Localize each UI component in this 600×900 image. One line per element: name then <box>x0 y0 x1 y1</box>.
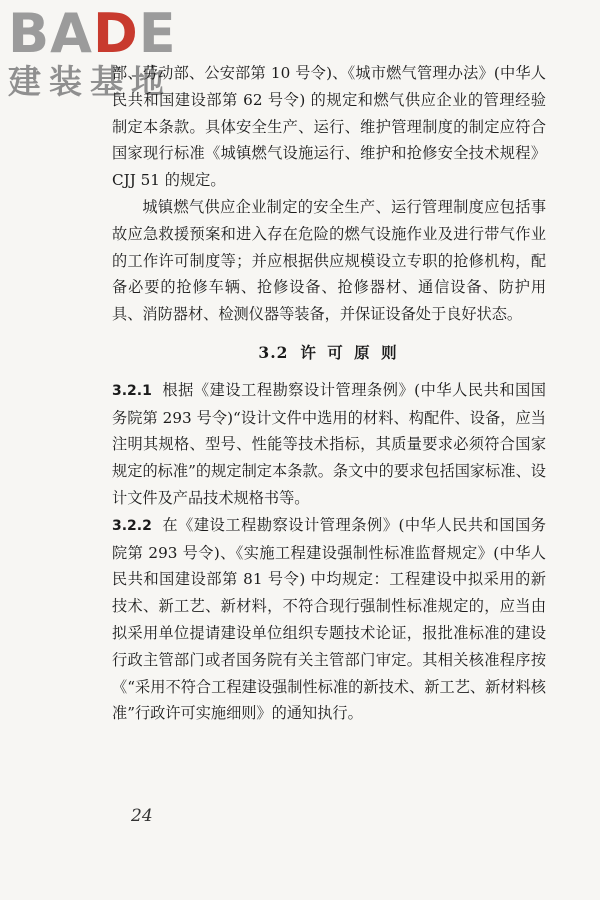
page-number: 24 <box>131 806 153 826</box>
clause-number: 3.2.1 <box>112 382 152 399</box>
document-body <box>112 60 546 727</box>
section-title: 许 可 原 则 <box>300 342 400 362</box>
continued-paragraph: 部、劳动部、公安部第 10 号令)、《城市燃气管理办法》(中华人民共和国建设部第 62 号令) 的规定和燃气供应企业的管理经验制定本条款。具体安全生产、运行、维护管理制度的制定应符合国家现行标准《城镇燃气设施运行、维护和抢修安全技术规程》CJJ 51 的规定。 <box>112 64 546 190</box>
clause-3-2-2 <box>112 512 546 727</box>
logo-wordmark: BADE <box>8 2 177 65</box>
section-heading <box>112 340 546 367</box>
clause-number: 3.2.2 <box>112 517 152 534</box>
clause-text: 根据《建设工程勘察设计管理条例》(中华人民共和国国务院第 293 号令)“设计文件中选用的材料、构配件、设备，应当注明其规格、型号、性能等技术指标，其质量要求必须符合国家规定的标准”的规定制定本条款。条文中的要求包括国家标准、设计文件及产品技术规格书等。 <box>112 380 546 507</box>
section-number: 3.2 <box>258 342 289 362</box>
logo-subtitle: 建装基地 <box>8 62 172 101</box>
clause-text: 在《建设工程勘察设计管理条例》(中华人民共和国国务院第 293 号令)、《实施工程建设强制性标准监督规定》(中华人民共和国建设部第 81 号令) 中均规定：工程建设中拟采用的新技术、新工艺、新材料，不符合现行强制性标准规定的，应当由拟采用单位提请建设单位组织专题技术论证，报批准标准的建设行政主管部门或者国务院有关主管部门审定。其相关核准程序按《“采用不符合工程建设强制性标准的新技术、新工艺、新材料核准”行政许可实施细则》的通知执行。 <box>112 515 546 723</box>
paragraph: 城镇燃气供应企业制定的安全生产、运行管理制度应包括事故应急救援预案和进入存在危险的燃气设施作业及进行带气作业的工作许可制度等；并应根据供应规模设立专职的抢修机构，配备必要的抢修车辆、抢修设备、抢修器材、通信设备、防护用具、消防器材、检测仪器等装备，并保证设备处于良好状态。 <box>112 197 546 324</box>
clause-3-2-1 <box>112 377 546 512</box>
